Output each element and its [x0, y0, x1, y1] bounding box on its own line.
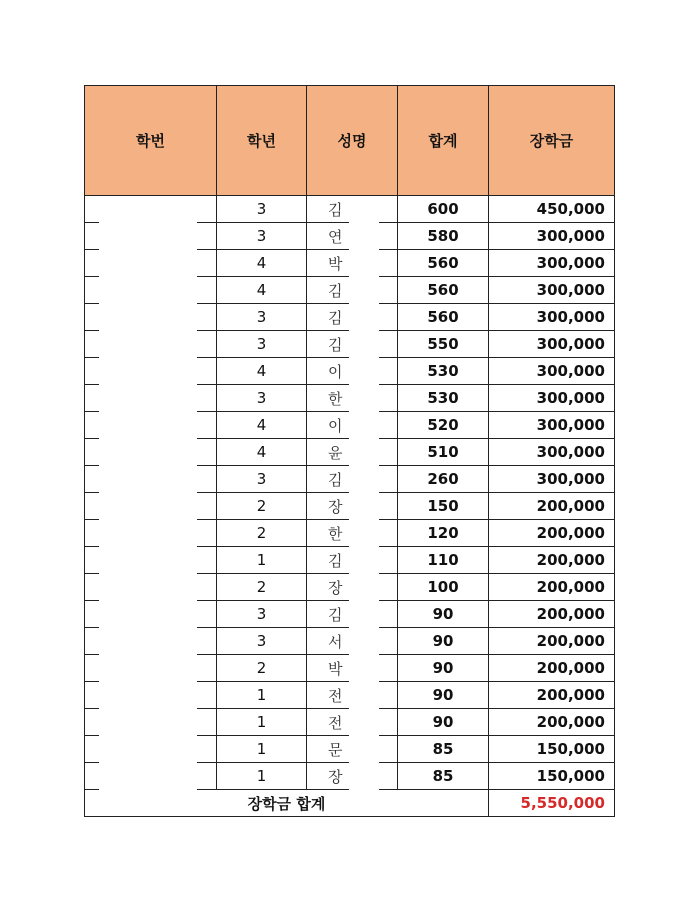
total-cell: 520: [398, 412, 489, 439]
total-cell: 90: [398, 628, 489, 655]
grade-cell: 3: [217, 196, 307, 223]
name-cell: 전: [307, 682, 398, 709]
grade-cell: 1: [217, 736, 307, 763]
scholarship-cell: 300,000: [489, 277, 615, 304]
header-row: [85, 86, 615, 196]
total-cell: 530: [398, 358, 489, 385]
header-total: 합계: [398, 86, 489, 196]
name-cell: 김: [307, 304, 398, 331]
total-cell: 150: [398, 493, 489, 520]
name-cell: 김: [307, 331, 398, 358]
grade-cell: 3: [217, 628, 307, 655]
name-cell: 이: [307, 412, 398, 439]
redaction-name: [349, 198, 379, 801]
redaction-student-id: [99, 198, 197, 801]
scholarship-cell: 200,000: [489, 682, 615, 709]
total-cell: 90: [398, 601, 489, 628]
scholarship-cell: 300,000: [489, 412, 615, 439]
name-cell: 김: [307, 601, 398, 628]
total-cell: 90: [398, 682, 489, 709]
total-cell: 580: [398, 223, 489, 250]
name-cell: 박: [307, 250, 398, 277]
scholarship-cell: 450,000: [489, 196, 615, 223]
total-cell: 85: [398, 763, 489, 790]
grade-cell: 2: [217, 493, 307, 520]
grade-cell: 3: [217, 223, 307, 250]
grade-cell: 4: [217, 250, 307, 277]
grade-cell: 4: [217, 277, 307, 304]
scholarship-cell: 150,000: [489, 763, 615, 790]
grade-cell: 3: [217, 601, 307, 628]
total-cell: 560: [398, 277, 489, 304]
scholarship-cell: 200,000: [489, 628, 615, 655]
total-cell: 530: [398, 385, 489, 412]
grade-cell: 3: [217, 466, 307, 493]
grade-cell: 1: [217, 709, 307, 736]
scholarship-cell: 300,000: [489, 385, 615, 412]
grade-cell: 4: [217, 412, 307, 439]
scholarship-cell: 200,000: [489, 709, 615, 736]
name-cell: 한: [307, 385, 398, 412]
grade-cell: 4: [217, 358, 307, 385]
scholarship-cell: 300,000: [489, 358, 615, 385]
name-cell: 윤: [307, 439, 398, 466]
name-cell: 장: [307, 493, 398, 520]
total-cell: 560: [398, 250, 489, 277]
scholarship-cell: 200,000: [489, 655, 615, 682]
scholarship-cell: 300,000: [489, 466, 615, 493]
scholarship-cell: 150,000: [489, 736, 615, 763]
grade-cell: 4: [217, 439, 307, 466]
total-cell: 550: [398, 331, 489, 358]
total-cell: 90: [398, 709, 489, 736]
grade-cell: 2: [217, 520, 307, 547]
total-cell: 110: [398, 547, 489, 574]
grade-cell: 2: [217, 574, 307, 601]
name-cell: 문: [307, 736, 398, 763]
grade-cell: 2: [217, 655, 307, 682]
scholarship-cell: 200,000: [489, 520, 615, 547]
scholarship-cell: 200,000: [489, 547, 615, 574]
name-cell: 김: [307, 466, 398, 493]
grade-cell: 1: [217, 547, 307, 574]
name-cell: 한: [307, 520, 398, 547]
name-cell: 김: [307, 277, 398, 304]
scholarship-cell: 300,000: [489, 250, 615, 277]
name-cell: 전: [307, 709, 398, 736]
total-cell: 510: [398, 439, 489, 466]
total-cell: 260: [398, 466, 489, 493]
scholarship-cell: 300,000: [489, 331, 615, 358]
total-cell: 120: [398, 520, 489, 547]
scholarship-cell: 200,000: [489, 601, 615, 628]
name-cell: 김: [307, 196, 398, 223]
scholarship-cell: 200,000: [489, 574, 615, 601]
total-label: 장학금 합계: [85, 790, 489, 817]
header-student-id: 학번: [85, 86, 217, 196]
name-cell: 서: [307, 628, 398, 655]
name-cell: 박: [307, 655, 398, 682]
name-cell: 이: [307, 358, 398, 385]
total-value: 5,550,000: [489, 790, 615, 817]
header-scholarship: 장학금: [489, 86, 615, 196]
name-cell: 김: [307, 547, 398, 574]
name-cell: 연: [307, 223, 398, 250]
total-cell: 85: [398, 736, 489, 763]
grade-cell: 3: [217, 385, 307, 412]
header-name: 성명: [307, 86, 398, 196]
header-grade: 학년: [217, 86, 307, 196]
total-cell: 90: [398, 655, 489, 682]
grade-cell: 3: [217, 331, 307, 358]
grade-cell: 3: [217, 304, 307, 331]
scholarship-cell: 300,000: [489, 439, 615, 466]
scholarship-cell: 300,000: [489, 304, 615, 331]
grade-cell: 1: [217, 682, 307, 709]
scholarship-cell: 200,000: [489, 493, 615, 520]
total-cell: 560: [398, 304, 489, 331]
total-cell: 100: [398, 574, 489, 601]
scholarship-cell: 300,000: [489, 223, 615, 250]
name-cell: 장: [307, 763, 398, 790]
total-cell: 600: [398, 196, 489, 223]
name-cell: 장: [307, 574, 398, 601]
grade-cell: 1: [217, 763, 307, 790]
